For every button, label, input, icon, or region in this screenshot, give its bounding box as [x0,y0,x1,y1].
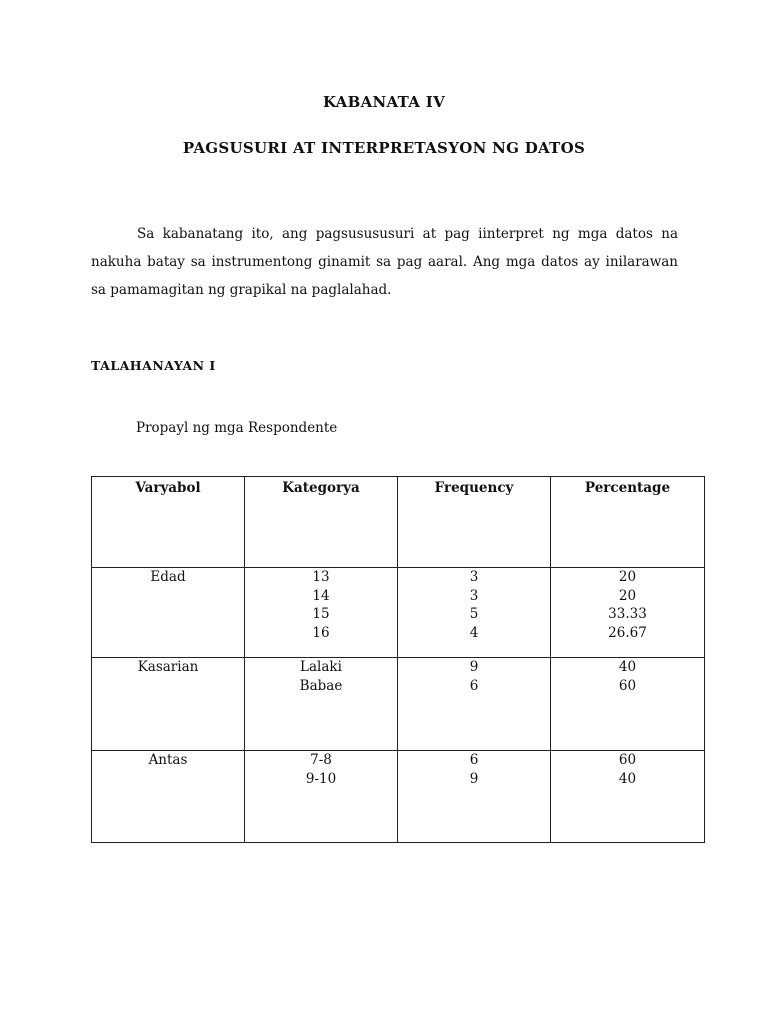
variable-cell: Antas [92,751,245,843]
table-label: TALAHANAYAN I [91,358,216,373]
header-frequency: Frequency [398,477,551,568]
header-percentage: Percentage [551,477,705,568]
percentage-value: 33.33 [608,606,647,622]
chapter-heading: KABANATA IV [322,93,446,111]
frequency-value: 6 [469,752,479,768]
category-value: Lalaki [300,659,342,675]
percentage-cell [551,751,705,843]
intro-paragraph: Sa kabanatang ito, ang pagsusususuri at pag iinterpret ng mga datos na nakuha batay sa instrumentong ginamit sa pag aaral. Ang mga datos ay inilarawan sa pamamagitan ng grapikal na paglalahad. [91,226,678,298]
table-header-row [92,477,705,568]
percentage-value: 26.67 [608,624,647,641]
frequency-value: 6 [469,677,479,694]
category-value: 14 [312,587,330,604]
frequency-cell [398,568,551,658]
category-value: 13 [312,569,330,585]
variable-cell: Edad [92,568,245,658]
frequency-value: 3 [469,569,479,585]
frequency-cell [398,658,551,751]
frequency-value: 9 [469,659,479,675]
percentage-value: 60 [618,752,637,768]
table-row [92,751,705,843]
header-kategorya: Kategorya [245,477,398,568]
category-value: 16 [312,624,330,641]
category-value: Babae [299,677,343,694]
frequency-value: 3 [469,587,479,604]
frequency-value: 4 [469,624,479,641]
table-caption: Propayl ng mga Respondente [136,420,338,436]
percentage-cell [551,658,705,751]
category-value: 7-8 [310,752,332,768]
category-cell [245,658,398,751]
category-value: 15 [312,606,330,622]
percentage-value: 20 [618,587,637,604]
frequency-cell [398,751,551,843]
table-row [92,658,705,751]
frequency-value: 9 [469,770,479,787]
header-varyabol: Varyabol [92,477,245,568]
respondent-profile-table [91,476,705,843]
category-cell [245,568,398,658]
percentage-value: 40 [618,770,637,787]
chapter-title: PAGSUSURI AT INTERPRETASYON NG DATOS [182,139,586,157]
table-row [92,568,705,658]
percentage-cell [551,568,705,658]
variable-cell: Kasarian [92,658,245,751]
category-value: 9-10 [305,770,337,787]
percentage-value: 20 [618,569,637,585]
percentage-value: 40 [618,659,637,675]
frequency-value: 5 [469,606,479,622]
percentage-value: 60 [618,677,637,694]
category-cell [245,751,398,843]
